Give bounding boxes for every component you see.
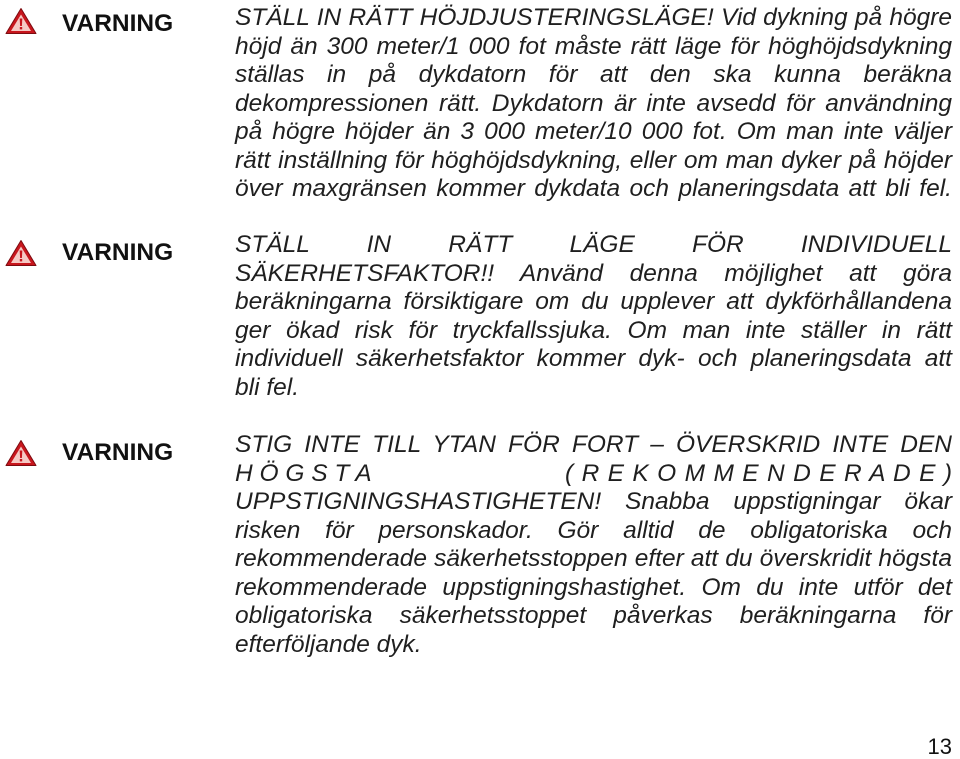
warning-text-line: över maxgränsen kommer dykdata och planeringsdata att bli fel. <box>235 175 952 202</box>
spaced-text-left: H Ö G S T A <box>235 459 372 487</box>
warning-text-line: STÄLL IN RÄTT LÄGE FÖR INDIVIDUELL <box>235 231 952 258</box>
warning-text-line: STÄLL IN RÄTT HÖJDJUSTERINGSLÄGE! Vid dykning på högre <box>235 4 952 31</box>
warning-triangle-icon <box>5 439 37 467</box>
warning-text-line: beräkningarna försiktigare om du upplever att dykförhållandena <box>235 288 952 315</box>
warning-text-line: höjd än 300 meter/1 000 fot måste rätt läge för höghöjdsdykning <box>235 32 952 60</box>
warning-text-line: rätt inställning för höghöjdsdykning, eller om man dyker på höjder <box>235 146 952 174</box>
warning-text-line: dekompressionen rätt. Dykdatorn är inte avsedd för användning <box>235 89 952 117</box>
warning-text-line: på högre höjder än 3 000 meter/10 000 fot. Om man inte väljer <box>235 118 952 145</box>
warning-text-line: SÄKERHETSFAKTOR!! Använd denna möjlighet att göra <box>235 259 952 287</box>
warning-text-line: obligatoriska säkerhetsstoppet påverkas beräkningarna för <box>235 602 952 629</box>
warning-text-line: individuell säkerhetsfaktor kommer dyk- och planeringsdata att <box>235 345 952 372</box>
warning-text <box>235 4 952 204</box>
warning-text-line: rekommenderade uppstigningshastighet. Om du inte utför det <box>235 573 952 601</box>
warning-text <box>235 431 952 659</box>
spaced-text-right: ( R E K O M M E N D E R A D E ) <box>565 459 952 487</box>
warning-label: VARNING <box>62 239 174 266</box>
warning-text-line: ger ökad risk för tryckfallssjuka. Om man inte ställer in rätt <box>235 316 952 344</box>
warning-label: VARNING <box>62 10 174 37</box>
warning-label: VARNING <box>62 439 174 466</box>
warning-text-line: UPPSTIGNINGSHASTIGHETEN! Snabba uppstigningar ökar <box>235 488 952 515</box>
warning-text-line: STIG INTE TILL YTAN FÖR FORT – ÖVERSKRID INTE DEN <box>235 431 952 458</box>
warning-triangle-icon <box>5 239 37 267</box>
warning-text-line: bli fel. <box>235 373 300 401</box>
page-number: 13 <box>927 734 952 759</box>
warning-text-line: rekommenderade säkerhetsstoppen efter att du överskridit högsta <box>235 545 952 572</box>
warning-triangle-icon <box>5 7 37 35</box>
warning-text <box>235 231 952 402</box>
warning-text-line: risken för personskador. Gör alltid de obligatoriska och <box>235 516 952 544</box>
warning-text-line: efterföljande dyk. <box>235 630 422 658</box>
warning-text-line: ställas in på dykdatorn för att den ska kunna beräkna <box>235 61 952 88</box>
warning-text-line <box>235 460 952 489</box>
